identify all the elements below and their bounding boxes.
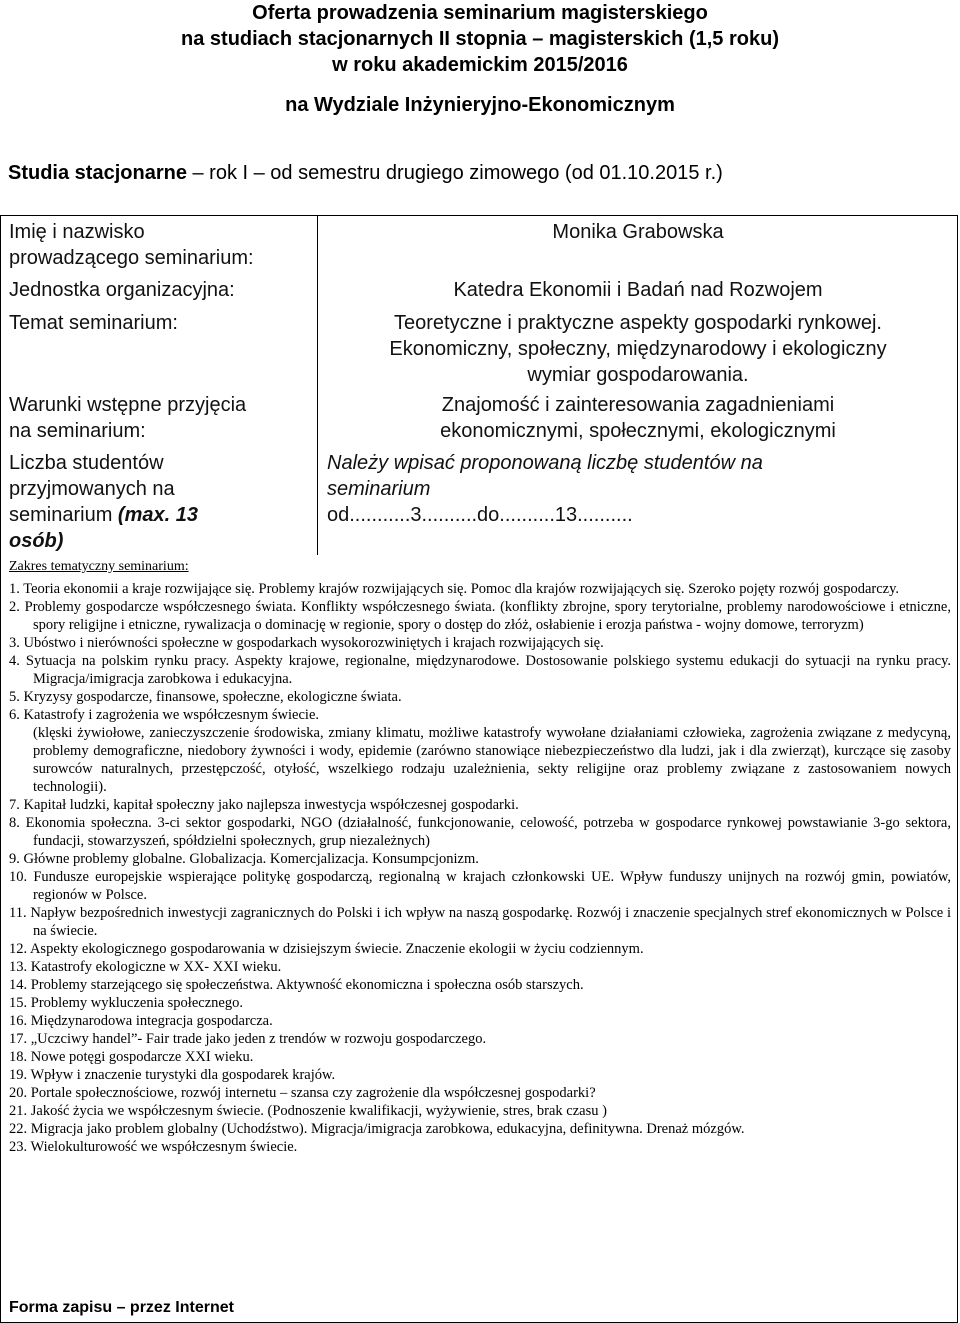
topic-item: 14. Problemy starzejącego się społeczeństwa. Aktywność ekonomiczna i społeczna osób starszych. bbox=[9, 977, 584, 993]
enrollment-form-note: Forma zapisu – przez Internet bbox=[9, 1299, 234, 1316]
students-label-line-2: przyjmowanych na bbox=[9, 478, 175, 500]
supervisor-name: Monika Grabowska bbox=[552, 221, 724, 243]
name-label-line-2: prowadzącego seminarium: bbox=[9, 247, 254, 269]
study-mode-line bbox=[8, 160, 953, 186]
topic-value-line-1: Teoretyczne i praktyczne aspekty gospodarki rynkowej. bbox=[393, 312, 882, 334]
conditions-value-line-1: Znajomość i zainteresowania zagadnieniami bbox=[441, 394, 835, 416]
topic-item: 2. Problemy gospodarcze współczesnego świata. Konflikty współczesnego świata. (konflikty zbrojne, spory terytorialne, problemy narodowościowe i etniczne, spory religijne i etniczne, rywalizacja o dominację w regionie, spory o dostęp do złóż, osłabienie i erozja państwa - wojny domowe, terroryzm) bbox=[9, 599, 951, 633]
topic-item: 21. Jakość życia we współczesnym świecie. (Podnoszenie kwalifikacji, wyżywienie, stres, brak czasu ) bbox=[9, 1103, 607, 1119]
students-label-line-3 bbox=[9, 502, 198, 528]
unit-label: Jednostka organizacyjna: bbox=[9, 279, 235, 301]
students-value-line-2 bbox=[327, 476, 960, 502]
name-label-line-1: Imię i nazwisko bbox=[9, 221, 145, 243]
students-label-line-4 bbox=[9, 528, 198, 554]
topic-value bbox=[318, 310, 958, 388]
document-title bbox=[0, 0, 960, 78]
topic-item: 16. Międzynarodowa integracja gospodarcza. bbox=[9, 1013, 273, 1029]
topic-list bbox=[9, 580, 951, 1156]
topic-item: 17. „Uczciwy handel”- Fair trade jako jeden z trendów w rozwoju gospodarczego. bbox=[9, 1031, 487, 1047]
topic-label: Temat seminarium: bbox=[9, 312, 178, 334]
students-label-line-1: Liczba studentów bbox=[9, 452, 164, 474]
topic-item: 3. Ubóstwo i nierówności społeczne w gospodarkach wysokorozwiniętych i krajach rozwijających się. bbox=[9, 635, 604, 651]
title-line-3: w roku akademickim 2015/2016 bbox=[332, 54, 628, 76]
students-value-instruction: Należy wpisać proponowaną liczbę studentów na bbox=[327, 452, 763, 474]
students-value-line-1 bbox=[327, 450, 960, 476]
faculty-heading: na Wydziale Inżynieryjno-Ekonomicznym bbox=[285, 94, 675, 116]
topic-item: 15. Problemy wykluczenia społecznego. bbox=[9, 995, 243, 1011]
topic-item: 8. Ekonomia społeczna. 3-ci sektor gospodarki, NGO (działalność, funkcjonowanie, celowość, potrzeba w gospodarce rynkowej powstawianie 3-go sektora, fundacji, stowarzyszeń, spółdzielni społecznych, grup niezależnych) bbox=[9, 815, 951, 849]
students-range: od...........3..........do..........13.......... bbox=[327, 504, 633, 526]
conditions-value bbox=[318, 392, 958, 444]
topic-item: 22. Migracja jako problem globalny (Uchodźstwo). Migracja/imigracja zarobkowa, edukacyjna, definitywna. Drenaż mózgów. bbox=[9, 1121, 745, 1137]
topic-item: 1. Teoria ekonomii a kraje rozwijające się. Problemy krajów rozwijających się. Pomoc dla krajów rozwijających się. Szeroko pojęty rozwój gospodarczy. bbox=[9, 581, 900, 597]
name-label bbox=[9, 219, 254, 271]
title-line-1: Oferta prowadzenia seminarium magisterskiego bbox=[252, 2, 708, 24]
students-label-seminar: seminarium bbox=[9, 504, 118, 526]
study-mode-bold: Studia stacjonarne bbox=[8, 162, 187, 184]
topic-item: 5. Kryzysy gospodarcze, finansowe, społeczne, ekologiczne świata. bbox=[9, 689, 402, 705]
topic-item: 13. Katastrofy ekologiczne w XX- XXI wieku. bbox=[9, 959, 282, 975]
study-mode-detail: – rok I – od semestru drugiego zimowego (od 01.10.2015 r.) bbox=[186, 162, 723, 184]
students-value bbox=[327, 450, 960, 528]
conditions-label-line-1: Warunki wstępne przyjęcia bbox=[9, 394, 247, 416]
conditions-value-line-2: ekonomicznymi, społecznymi, ekologicznymi bbox=[440, 420, 836, 442]
topic-item: 20. Portale społecznościowe, rozwój internetu – szansa czy zagrożenie dla współczesnej gospodarki? bbox=[9, 1085, 596, 1101]
students-label-max: (max. 13 bbox=[117, 504, 198, 526]
topic-item: 19. Wpływ i znaczenie turystyki dla gospodarek krajów. bbox=[9, 1067, 336, 1083]
topic-item: 11. Napływ bezpośrednich inwestycji zagranicznych do Polski i ich wpływ na naszą gospodarkę. Rozwój i znaczenie specjalnych stref ekonomicznych w Polsce i na świecie. bbox=[9, 905, 951, 939]
topic-item: 9. Główne problemy globalne. Globalizacja. Komercjalizacja. Konsumpcjonizm. bbox=[9, 851, 479, 867]
students-label bbox=[9, 450, 198, 554]
title-line-2: na studiach stacjonarnych II stopnia – magisterskich (1,5 roku) bbox=[181, 28, 779, 50]
topic-item: 23. Wielokulturowość we współczesnym świecie. bbox=[9, 1139, 298, 1155]
students-label-persons: osób) bbox=[9, 530, 64, 552]
conditions-label-line-2: na seminarium: bbox=[9, 420, 146, 442]
conditions-label bbox=[9, 392, 246, 444]
students-value-seminar: seminarium bbox=[327, 478, 431, 500]
topic-item: 10. Fundusze europejskie wspierające politykę gospodarczą, regionalną w krajach członkowski UE. Wpływ funduszy unijnych na rozwój gmin, powiatów, regionów w Polsce. bbox=[9, 869, 951, 903]
topic-item: 4. Sytuacja na polskim rynku pracy. Aspekty krajowe, regionalne, międzynarodowe. Dostosowanie polskiego systemu edukacji do sytuacji na rynku pracy. Migracja/imigracja zarobkowa i edukacyjna. bbox=[9, 653, 951, 687]
scope-label: Zakres tematyczny seminarium: bbox=[9, 559, 189, 574]
topic-item: 6. Katastrofy i zagrożenia we współczesnym świecie. bbox=[9, 707, 320, 723]
topic-item: 18. Nowe potęgi gospodarcze XXI wieku. bbox=[9, 1049, 254, 1065]
topic-value-line-2: Ekonomiczny, społeczny, międzynarodowy i ekologiczny bbox=[389, 338, 887, 360]
topic-item: 12. Aspekty ekologicznego gospodarowania w dzisiejszym świecie. Znaczenie ekologii w życiu codziennym. bbox=[9, 941, 644, 957]
unit-value: Katedra Ekonomii i Badań nad Rozwojem bbox=[453, 279, 823, 301]
topic-item: (klęski żywiołowe, zanieczyszczenie środowiska, zmiany klimatu, możliwe katastrofy wywołane działaniami człowieka, zagrożenia związane z medycyną, problemy demograficzne, niedobory żywności i wody, epidemie (zarówno stanowiące niebezpieczeństwo dla ludzi, jak i dla zwierząt), kurczące się zasoby surowców naturalnych, przestępczość, otyłość, wszelkiego rodzaju uzależnienia, sekty religijne oraz problemy związane z zastosowaniem nowych technologii). bbox=[33, 725, 951, 795]
topic-item: 7. Kapitał ludzki, kapitał społeczny jako najlepsza inwestycja współczesnej gospodarki. bbox=[9, 797, 519, 813]
topic-value-line-3: wymiar gospodarowania. bbox=[527, 364, 749, 386]
